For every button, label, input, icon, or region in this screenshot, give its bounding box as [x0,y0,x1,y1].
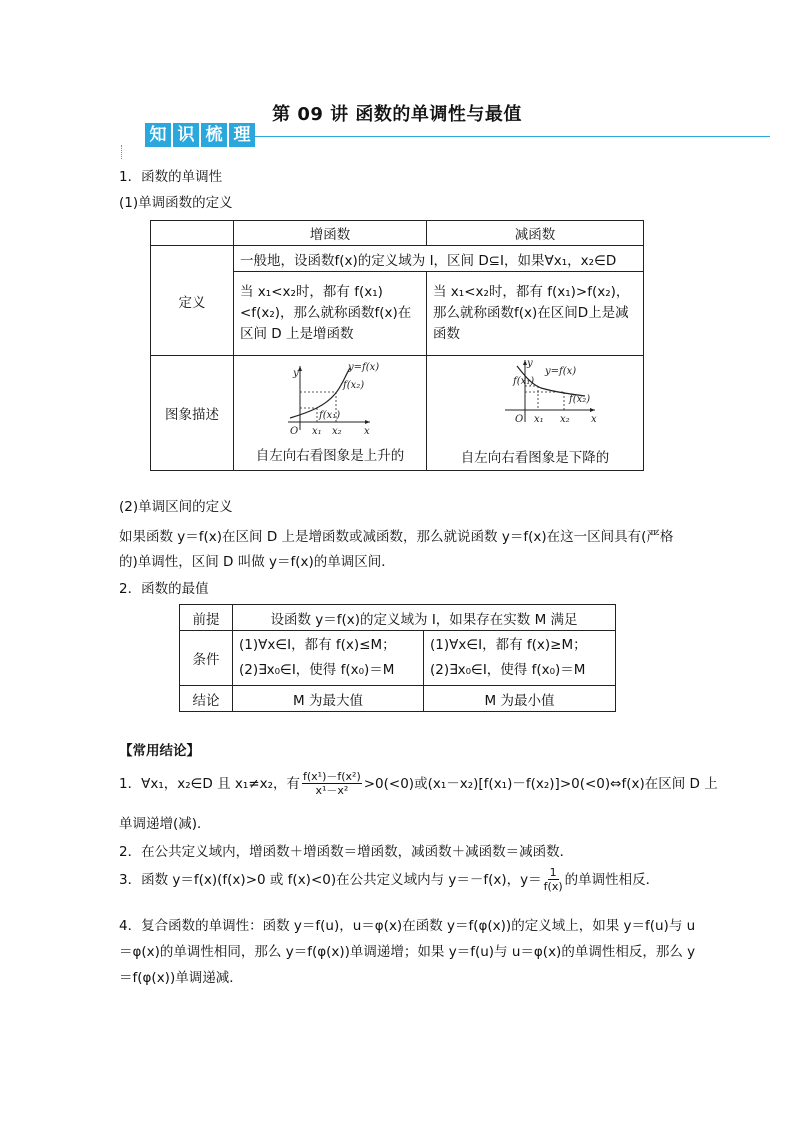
definition-increasing: 当 x₁<x₂时，都有 f(x₁)<f(x₂)，那么就称函数f(x)在区间 D 上是增函数 [234,272,427,356]
monotonic-definition-table [150,220,644,471]
graph-dec-x-label: x [591,414,597,425]
condition-min-2: (2)∃x₀∈I，使得 f(x₀)＝M [430,662,586,678]
conclusion-1-c: 单调递增(减)． [119,816,211,832]
graph-dec-caption: 自左向右看图象是下降的 [460,450,610,466]
conclusion-4-line-1: 4．复合函数的单调性：函数 y＝f(u)，u＝φ(x)在函数 y＝f(φ(x))的定义域上，如果 y＝f(u)与 u [119,918,696,934]
conclusion-min: M 为最小值 [424,686,616,712]
conclusion-1 [119,770,718,797]
row-label-definition: 定义 [151,246,234,356]
definition-decreasing: 当 x₁<x₂时，都有 f(x₁)>f(x₂)，那么就称函数f(x)在区间D上是减函数 [427,272,644,356]
graph-inc-x1: x₁ [312,426,322,437]
graph-dec-x2: x₂ [560,414,570,425]
conclusion-1-a: 1．∀x₁，x₂∈D 且 x₁≠x₂，有 [119,775,300,792]
conclusion-3-a: 3．函数 y＝f(x)(f(x)>0 或 f(x)<0)在公共定义域内与 y＝－f(x)，y＝ [119,871,542,888]
graph-dec-x1: x₁ [534,414,544,425]
conclusion-max: M 为最大值 [233,686,424,712]
section-1-sub-2-text: 如果函数 y＝f(x)在区间 D 上是增函数或减函数，那么就说函数 y＝f(x)在这一区间具有(严格的)单调性，区间 D 叫做 y＝f(x)的单调区间． [119,529,674,570]
conclusion-2: 2．在公共定义域内，增函数＋增函数＝增函数，减函数＋减函数＝减函数． [119,844,574,860]
conclusion-3-b: 的单调性相反． [564,871,660,888]
conclusion-4-line-2: ＝φ(x)的单调性相同，那么 y＝f(φ(x))单调递增；如果 y＝f(u)与 u＝φ(x)的单调性相反，那么 y [119,944,696,960]
section-1-sub-1: (1)单调函数的定义 [119,195,233,211]
increasing-graph [240,360,420,440]
table-corner-cell [151,221,234,246]
conclusion-3 [119,866,659,893]
conclusion-1-numerator: f(x¹)－f(x²) [302,770,361,783]
condition-max-2: (2)∃x₀∈I，使得 f(x₀)＝M [239,662,395,678]
section-1-heading: 1．函数的单调性 [119,169,223,185]
graph-dec-origin: O [515,414,524,425]
graph-inc-origin: O [290,426,299,437]
conclusions-heading: 【常用结论】 [119,743,200,759]
condition-max-1: (1)∀x∈I，都有 f(x)≤M； [239,637,396,653]
banner-char: 梳 [201,123,227,147]
graph-inc-caption: 自左向右看图象是上升的 [255,448,405,464]
row-label-graph: 图象描述 [151,356,234,471]
graph-inc-x-label: x [364,426,370,437]
definition-common: 一般地，设函数f(x)的定义域为 I，区间 D⊆I，如果∀x₁，x₂∈D [234,246,644,272]
graph-inc-x2: x₂ [332,426,342,437]
banner-char: 识 [173,123,199,147]
banner-rule [244,136,770,137]
conclusion-1-denominator: x¹－x² [315,784,349,797]
banner-char: 理 [229,123,255,147]
header-increasing: 增函数 [234,221,427,246]
graph-inc-fx2: f(x₂) [343,380,365,391]
graph-dec-fx1: f(x₁) [513,376,535,387]
banner-stub [121,145,122,159]
graph-inc-fx1: f(x₁) [319,410,341,421]
header-decreasing: 减函数 [427,221,644,246]
condition-max [233,631,424,686]
graph-dec-curve-label: y=f(x) [545,366,577,377]
conclusion-4 [119,913,695,991]
row-label-premise: 前提 [180,605,233,631]
condition-min-1: (1)∀x∈I，都有 f(x)≥M； [430,637,587,653]
conclusion-3-fraction [544,866,563,893]
decreasing-graph [445,358,625,438]
conclusion-3-numerator: 1 [549,866,557,879]
graph-increasing-cell [234,356,427,471]
banner-char: 知 [145,123,171,147]
row-label-conclusion: 结论 [180,686,233,712]
condition-min [424,631,616,686]
conclusion-4-line-3: ＝f(φ(x))单调递减． [119,970,243,986]
conclusion-1-fraction [302,770,362,797]
section-1-sub-2: (2)单调区间的定义 [119,499,233,515]
conclusion-1-b: >0(<0)或(x₁－x₂)[f(x₁)－f(x₂)]>0(<0)⇔f(x)在区间 D 上 [363,775,718,792]
row-label-condition: 条件 [180,631,233,686]
extremum-table [179,604,616,712]
section-banner [145,123,257,147]
graph-dec-y-label: y [527,358,533,369]
graph-inc-y-label: y [293,368,299,379]
conclusion-3-denominator: f(x) [543,880,563,893]
graph-decreasing-cell [427,356,644,471]
premise-text: 设函数 y＝f(x)的定义域为 I，如果存在实数 M 满足 [233,605,616,631]
graph-inc-curve-label: y=f(x) [348,362,380,373]
page-title: 第 09 讲 函数的单调性与最值 [272,104,522,125]
graph-dec-fx2: f(x₂) [569,394,591,405]
section-2-heading: 2．函数的最值 [119,581,209,597]
